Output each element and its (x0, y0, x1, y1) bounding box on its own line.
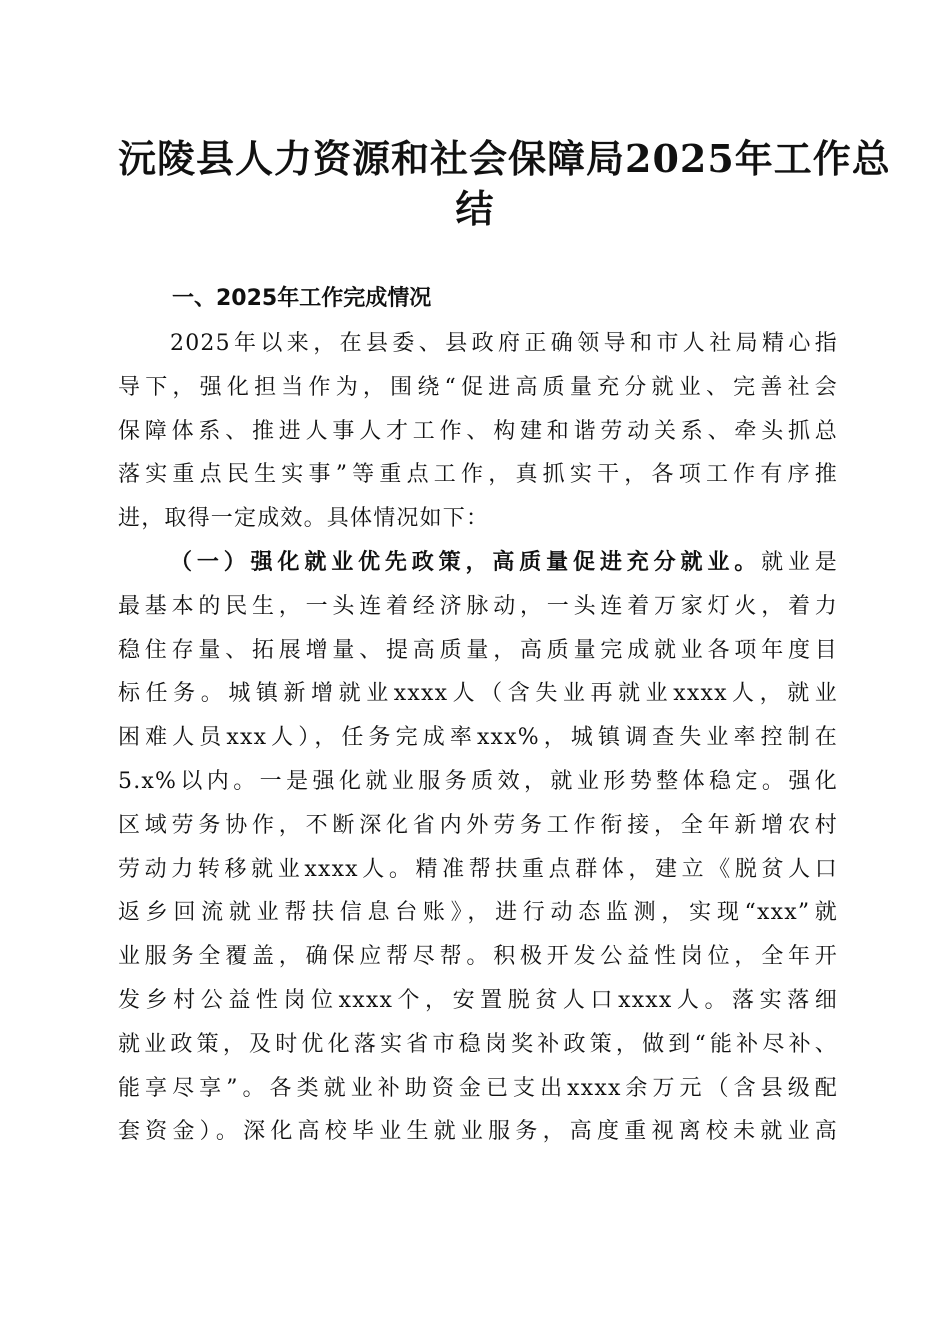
paragraph-2-line-10: 业服务全覆盖，确保应帮尽帮。积极开发公益性岗位，全年开 (118, 944, 838, 970)
paragraph-2-line-7: 区域劳务协作，不断深化省内外劳务工作衔接，全年新增农村 (118, 812, 838, 838)
paragraph-2-line-4: 标任务。城镇新增就业xxxx人（含失业再就业xxxx人，就业 (118, 681, 838, 707)
paragraph-1-line-4: 落实重点民生实事”等重点工作，真抓实干，各项工作有序推 (118, 462, 838, 488)
paragraph-2-line-6: 5.x%以内。一是强化就业服务质效，就业形势整体稳定。强化 (118, 768, 838, 794)
paragraph-2-line-3: 稳住存量、拓展增量、提高质量，高质量完成就业各项年度目 (118, 637, 838, 663)
paragraph-2-line-5: 困难人员xxx人），任务完成率xxx%，城镇调查失业率控制在 (118, 725, 838, 751)
paragraph-2 (118, 541, 838, 1154)
paragraph-2-line-8: 劳动力转移就业xxxx人。精准帮扶重点群体，建立《脱贫人口 (118, 856, 838, 882)
paragraph-1-line-2: 导下，强化担当作为，围绕“促进高质量充分就业、完善社会 (118, 374, 838, 400)
paragraph-2-line-12: 就业政策，及时优化落实省市稳岗奖补政策，做到“能补尽补、 (118, 1031, 838, 1057)
section-heading: 一、2025年工作完成情况 (172, 286, 432, 311)
paragraph-2-line-1 (118, 541, 838, 585)
paragraph-1-line-3: 保障体系、推进人事人才工作、构建和谐劳动关系、牵头抓总 (118, 418, 838, 444)
document-body (118, 322, 838, 1154)
paragraph-2-line-14: 套资金）。深化高校毕业生就业服务，高度重视离校未就业高 (118, 1119, 838, 1145)
paragraph-1 (118, 322, 838, 541)
title-line-1: 沅陵县人力资源和社会保障局2025年工作总 (118, 136, 891, 181)
paragraph-1-line-5: 进，取得一定成效。具体情况如下： (118, 506, 490, 532)
document-title (118, 134, 891, 234)
paragraph-1-line-1: 2025年以来，在县委、县政府正确领导和市人社局精心指 (170, 331, 838, 356)
subsection-heading: （一）强化就业优先政策，高质量促进充分就业。 (170, 548, 762, 575)
paragraph-2-line-1-rest: 就业是 (761, 549, 838, 575)
paragraph-2-line-13: 能享尽享”。各类就业补助资金已支出xxxx余万元（含县级配 (118, 1075, 838, 1101)
title-line-2: 结 (455, 186, 495, 231)
paragraph-2-line-2: 最基本的民生，一头连着经济脉动，一头连着万家灯火，着力 (118, 593, 838, 619)
paragraph-2-line-11: 发乡村公益性岗位xxxx个，安置脱贫人口xxxx人。落实落细 (118, 987, 838, 1013)
paragraph-2-line-9: 返乡回流就业帮扶信息台账》，进行动态监测，实现“xxx”就 (118, 900, 838, 926)
